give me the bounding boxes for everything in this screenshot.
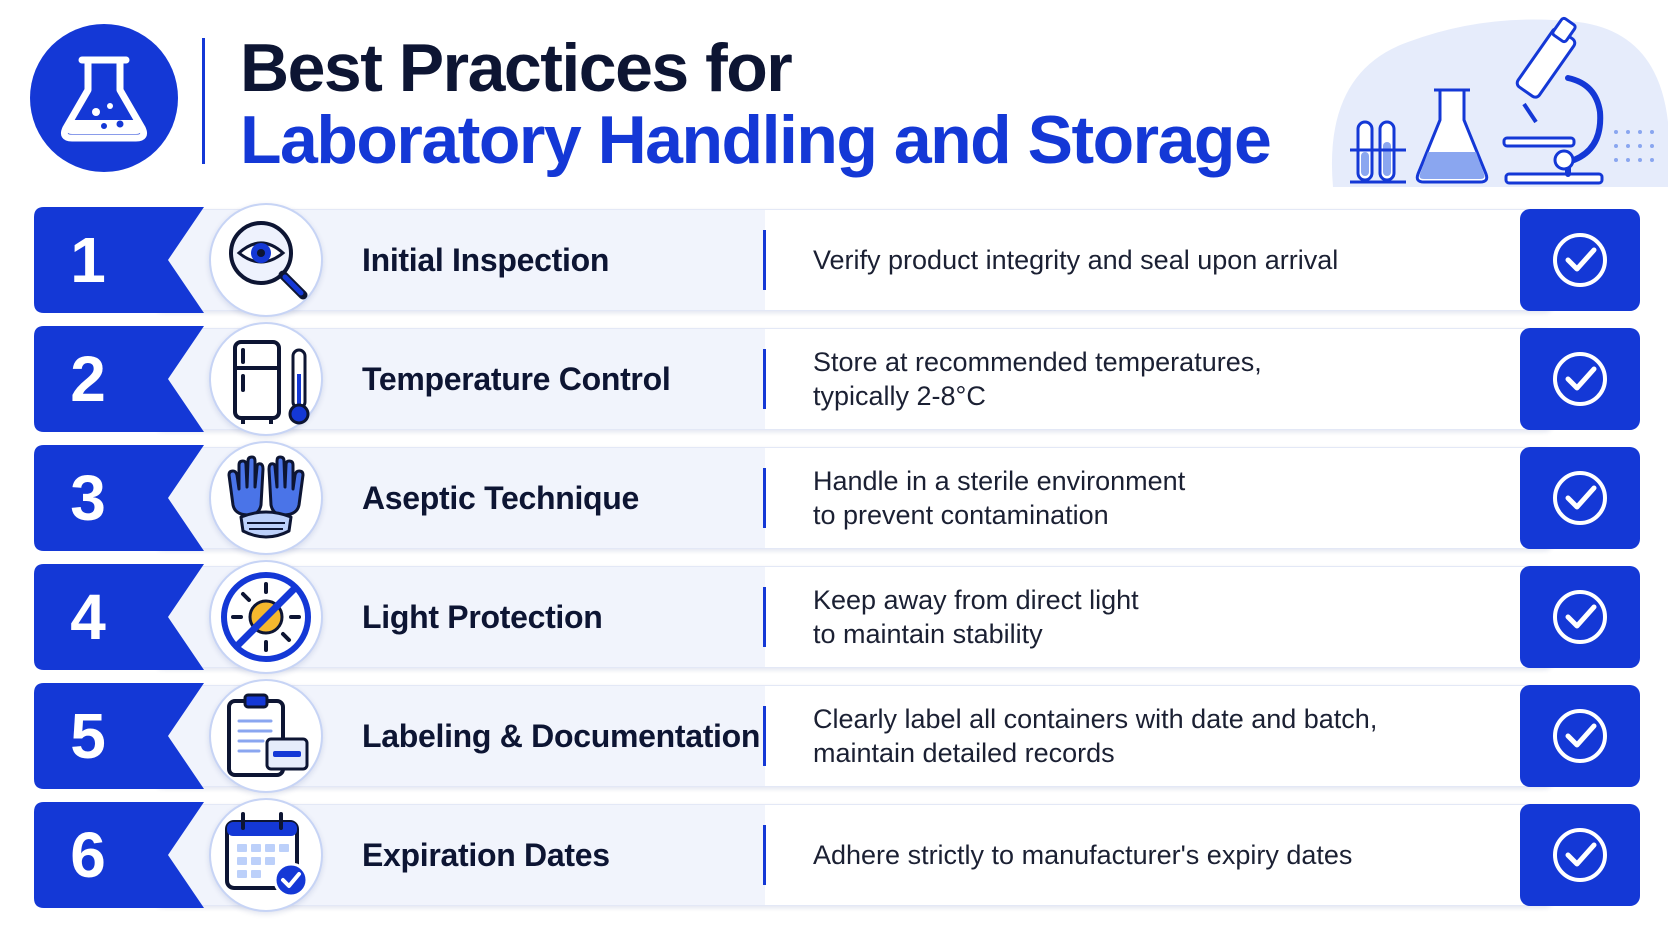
fridge-thermometer-icon [211,324,321,434]
description-line: Adhere strictly to manufacturer's expiry dates [813,840,1353,870]
no-light-icon [211,562,321,672]
row-divider [763,587,766,647]
practice-description [813,326,1453,432]
practice-row-1 [34,207,1640,313]
description-line: maintain detailed records [813,738,1115,768]
page-title-line1: Best Practices for [240,30,792,106]
practice-title: Temperature Control [362,361,671,397]
page-title-line2: Laboratory Handling and Storage [240,102,1271,178]
title-divider [202,38,205,164]
magnifier-eye-icon [211,205,321,315]
practice-number: 1 [70,224,106,296]
description-line: Keep away from direct light [813,585,1139,615]
practice-icon-frame [209,798,323,912]
status-tab [1520,804,1640,906]
row-divider [763,706,766,766]
practice-number: 3 [70,462,106,534]
practice-title: Light Protection [362,599,603,635]
practice-row-6 [34,802,1640,908]
clipboard-label-icon [211,681,321,791]
row-divider [763,468,766,528]
flask-icon [30,24,178,172]
status-tab [1520,685,1640,787]
practice-number: 4 [70,581,106,653]
description-line: to maintain stability [813,619,1043,649]
practice-icon-frame [209,322,323,436]
practice-row-3 [34,445,1640,551]
check-circle-icon [1520,804,1640,906]
practice-description [813,564,1453,670]
status-tab [1520,328,1640,430]
description-line: typically 2-8°C [813,381,986,411]
practice-description [813,802,1453,908]
description-line: to prevent contamination [813,500,1109,530]
description-line: Store at recommended temperatures, [813,347,1262,377]
practice-description [813,207,1453,313]
practice-title: Labeling & Documentation [362,718,761,754]
check-circle-icon [1520,328,1640,430]
description-line: Handle in a sterile environment [813,466,1186,496]
practice-row-5 [34,683,1640,789]
status-tab [1520,209,1640,311]
practice-icon-frame [209,679,323,793]
practice-row-2 [34,326,1640,432]
practice-number: 5 [70,700,106,772]
status-tab [1520,447,1640,549]
check-circle-icon [1520,566,1640,668]
gloves-mask-icon [211,443,321,553]
check-circle-icon [1520,685,1640,787]
practice-title: Expiration Dates [362,837,610,873]
practice-icon-frame [209,203,323,317]
row-divider [763,825,766,885]
practice-row-4 [34,564,1640,670]
description-line: Clearly label all containers with date and batch, [813,704,1378,734]
lab-equipment-illustration [1328,12,1668,187]
row-divider [763,230,766,290]
practice-description [813,683,1453,789]
check-circle-icon [1520,209,1640,311]
practice-number: 6 [70,819,106,891]
check-circle-icon [1520,447,1640,549]
calendar-check-icon [211,800,321,910]
description-line: Verify product integrity and seal upon arrival [813,245,1339,275]
practice-number: 2 [70,343,106,415]
practice-title: Aseptic Technique [362,480,640,516]
row-divider [763,349,766,409]
status-tab [1520,566,1640,668]
header-logo [30,24,178,172]
practice-title: Initial Inspection [362,242,610,278]
practice-icon-frame [209,560,323,674]
practice-icon-frame [209,441,323,555]
practice-description [813,445,1453,551]
